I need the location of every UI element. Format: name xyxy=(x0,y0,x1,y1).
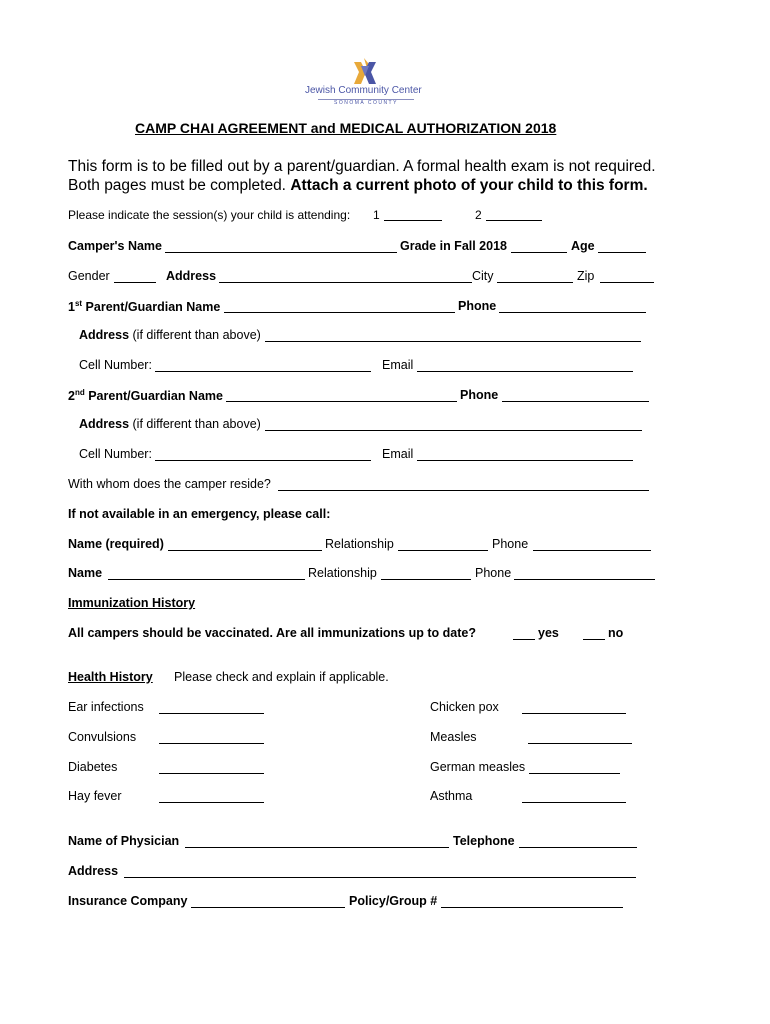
health-left-field-2[interactable] xyxy=(159,773,264,774)
insurance-field[interactable] xyxy=(191,907,345,908)
emergency2-phone-field[interactable] xyxy=(514,579,655,580)
health-left-label-1: Convulsions xyxy=(68,730,137,744)
health-right-field-3[interactable] xyxy=(522,802,626,803)
parent1-name-label xyxy=(68,299,220,314)
parent1-email-field[interactable] xyxy=(417,371,633,372)
session-1-field[interactable] xyxy=(384,220,442,221)
parent1-email-label: Email xyxy=(382,358,414,372)
session-label: Please indicate the session(s) your child is attending: xyxy=(68,208,351,222)
intro-line2-bold: Attach a current photo of your child to this form. xyxy=(290,177,648,194)
jcc-logo xyxy=(300,54,430,104)
immunization-yes-label: yes xyxy=(538,626,559,640)
emergency1-phone-field[interactable] xyxy=(533,550,651,551)
emergency2-relationship-field[interactable] xyxy=(381,579,471,580)
emergency1-name-label: Name (required) xyxy=(68,537,164,551)
physician-telephone-field[interactable] xyxy=(519,847,637,848)
health-left-label-0: Ear infections xyxy=(68,700,144,714)
immunization-question: All campers should be vaccinated. Are all immunizations up to date? xyxy=(68,626,476,640)
parent1-address-bold: Address xyxy=(79,328,130,342)
parent2-address-note: (if different than above) xyxy=(129,417,261,431)
health-left-label-3: Hay fever xyxy=(68,789,122,803)
parent2-address-label xyxy=(79,417,261,431)
reside-label: With whom does the camper reside? xyxy=(68,477,271,491)
physician-name-label: Name of Physician xyxy=(68,834,180,848)
health-right-field-1[interactable] xyxy=(528,743,632,744)
parent2-cell-label: Cell Number: xyxy=(79,447,152,461)
parent2-email-field[interactable] xyxy=(417,460,633,461)
health-note: Please check and explain if applicable. xyxy=(174,670,389,684)
emergency1-name-field[interactable] xyxy=(168,550,322,551)
emergency1-phone-label: Phone xyxy=(492,537,529,551)
age-label: Age xyxy=(571,239,595,253)
page-title: CAMP CHAI AGREEMENT and MEDICAL AUTHORIZATION 2018 xyxy=(135,120,557,136)
parent2-address-field[interactable] xyxy=(265,430,642,431)
parent1-name-field[interactable] xyxy=(224,312,455,313)
parent1-label-text: Parent/Guardian Name xyxy=(82,300,221,315)
emergency2-name-field[interactable] xyxy=(108,579,305,580)
health-right-field-0[interactable] xyxy=(522,713,626,714)
immunization-yes-field[interactable] xyxy=(513,639,535,640)
grade-label: Grade in Fall 2018 xyxy=(400,239,507,253)
health-right-label-0: Chicken pox xyxy=(430,700,499,714)
parent2-num: 2 xyxy=(68,389,75,404)
logo-text-line1: Jewish Community Center xyxy=(305,85,422,96)
camper-name-field[interactable] xyxy=(165,252,397,253)
immunization-no-field[interactable] xyxy=(583,639,605,640)
physician-address-field[interactable] xyxy=(124,877,636,878)
parent1-num: 1 xyxy=(68,300,75,315)
health-right-label-3: Asthma xyxy=(430,789,473,803)
health-right-label-1: Measles xyxy=(430,730,477,744)
address-label: Address xyxy=(166,269,217,283)
insurance-label: Insurance Company xyxy=(68,894,188,908)
session-1-label: 1 xyxy=(373,208,380,222)
parent2-phone-label: Phone xyxy=(460,388,499,402)
health-left-label-2: Diabetes xyxy=(68,760,118,774)
parent2-name-label xyxy=(68,388,223,403)
grade-field[interactable] xyxy=(511,252,567,253)
session-2-label: 2 xyxy=(475,208,482,222)
parent2-address-bold: Address xyxy=(79,417,130,431)
physician-name-field[interactable] xyxy=(185,847,449,848)
physician-telephone-label: Telephone xyxy=(453,834,515,848)
gender-field[interactable] xyxy=(114,282,156,283)
parent1-sup: st xyxy=(74,299,83,308)
gender-label: Gender xyxy=(68,269,110,283)
parent2-label-text: Parent/Guardian Name xyxy=(84,389,223,404)
emergency-heading: If not available in an emergency, please call: xyxy=(68,507,331,521)
city-field[interactable] xyxy=(497,282,573,283)
immunization-no-label: no xyxy=(608,626,624,640)
parent1-phone-field[interactable] xyxy=(499,312,646,313)
camper-name-label: Camper's Name xyxy=(68,239,162,253)
immunization-heading: Immunization History xyxy=(68,596,196,610)
address-field[interactable] xyxy=(219,282,472,283)
health-heading: Health History xyxy=(68,670,153,684)
policy-field[interactable] xyxy=(441,907,623,908)
emergency2-relationship-label: Relationship xyxy=(308,566,377,580)
session-2-field[interactable] xyxy=(486,220,542,221)
parent2-cell-field[interactable] xyxy=(155,460,371,461)
health-left-field-0[interactable] xyxy=(159,713,264,714)
reside-field[interactable] xyxy=(278,490,649,491)
parent2-email-label: Email xyxy=(382,447,414,461)
parent1-phone-label: Phone xyxy=(458,299,497,313)
parent1-address-label xyxy=(79,328,261,342)
parent2-name-field[interactable] xyxy=(226,401,457,402)
emergency2-phone-label: Phone xyxy=(475,566,512,580)
jcc-star-icon xyxy=(300,54,430,88)
logo-text-line2: SONOMA COUNTY xyxy=(334,100,398,106)
physician-address-label: Address xyxy=(68,864,119,878)
parent1-cell-label: Cell Number: xyxy=(79,358,152,372)
intro-line1: This form is to be filled out by a parent/guardian. A formal health exam is not required. xyxy=(68,158,656,175)
age-field[interactable] xyxy=(598,252,646,253)
health-left-field-3[interactable] xyxy=(159,802,264,803)
parent2-sup: nd xyxy=(74,388,85,397)
parent1-address-note: (if different than above) xyxy=(129,328,261,342)
policy-label: Policy/Group # xyxy=(349,894,438,908)
parent1-cell-field[interactable] xyxy=(155,371,371,372)
intro-line2-plain: Both pages must be completed. xyxy=(68,177,291,194)
parent2-phone-field[interactable] xyxy=(502,401,649,402)
parent1-address-field[interactable] xyxy=(265,341,641,342)
emergency1-relationship-label: Relationship xyxy=(325,537,394,551)
city-label: City xyxy=(472,269,494,283)
emergency1-relationship-field[interactable] xyxy=(398,550,488,551)
health-right-field-2[interactable] xyxy=(529,773,620,774)
intro-line2 xyxy=(68,177,648,195)
emergency2-name-label: Name xyxy=(68,566,103,580)
health-right-label-2: German measles xyxy=(430,760,526,774)
health-left-field-1[interactable] xyxy=(159,743,264,744)
zip-label: Zip xyxy=(577,269,595,283)
zip-field[interactable] xyxy=(600,282,654,283)
